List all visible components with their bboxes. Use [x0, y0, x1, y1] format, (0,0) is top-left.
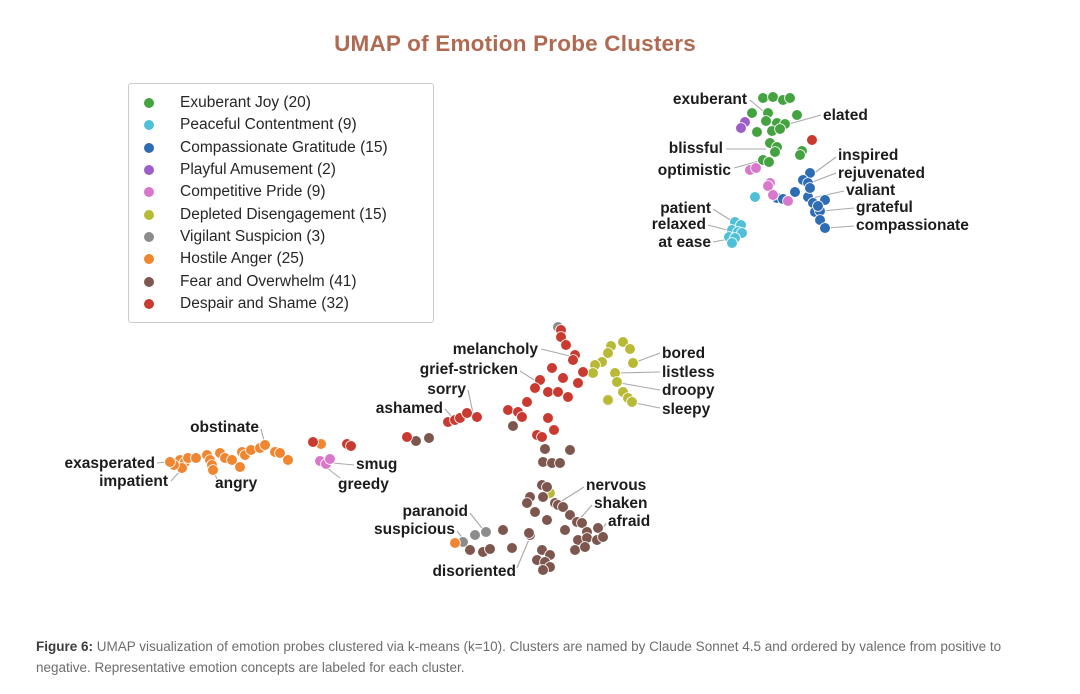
label-leader-line [619, 372, 660, 373]
legend-item [129, 293, 433, 315]
legend-item [129, 181, 433, 203]
dot-despair-and-shame [553, 387, 564, 398]
point-label-at-ease: at ease [658, 234, 711, 251]
legend-item-label: Peaceful Contentment (9) [180, 116, 357, 134]
dot-compassionate-gratitude [790, 187, 801, 198]
dot-exuberant-joy [775, 124, 786, 135]
dot-despair-and-shame [472, 412, 483, 423]
point-label-valiant: valiant [846, 182, 896, 199]
dot-fear-and-overwhelm [570, 545, 581, 556]
legend-swatch [144, 98, 154, 108]
dot-fear-and-overwhelm [542, 482, 553, 493]
dot-despair-and-shame [543, 413, 554, 424]
dot-fear-and-overwhelm [507, 543, 518, 554]
dot-despair-and-shame [561, 340, 572, 351]
legend-swatch [144, 143, 154, 153]
dot-vigilant-suspicion [481, 527, 492, 538]
label-leader-line [827, 226, 854, 228]
dot-fear-and-overwhelm [465, 545, 476, 556]
label-leader-line [636, 353, 660, 362]
point-label-impatient: impatient [99, 473, 168, 490]
label-leader-line [813, 157, 836, 174]
dot-compassionate-gratitude [805, 183, 816, 194]
legend-item-label: Despair and Shame (32) [180, 294, 349, 312]
dot-despair-and-shame [568, 355, 579, 366]
dot-hostile-anger [191, 453, 202, 464]
legend-swatch [144, 277, 154, 287]
dot-despair-and-shame [462, 408, 473, 419]
dot-hostile-anger [450, 538, 461, 549]
legend-swatch [144, 120, 154, 130]
legend-swatch [144, 210, 154, 220]
point-label-inspired: inspired [838, 147, 899, 164]
dot-hostile-anger [165, 457, 176, 468]
point-label-ashamed: ashamed [375, 400, 443, 417]
point-label-exasperated: exasperated [64, 455, 155, 472]
legend-swatch [144, 232, 154, 242]
dot-fear-and-overwhelm [485, 544, 496, 555]
dot-despair-and-shame [517, 412, 528, 423]
dot-exuberant-joy [792, 110, 803, 121]
dot-exuberant-joy [785, 93, 796, 104]
dot-fear-and-overwhelm [598, 532, 609, 543]
dot-exuberant-joy [758, 93, 769, 104]
point-label-disoriented: disoriented [432, 563, 516, 580]
legend-item-label: Exuberant Joy (20) [180, 94, 311, 112]
legend-item-label: Hostile Anger (25) [180, 250, 305, 268]
legend-item [129, 92, 433, 114]
legend-item-label: Fear and Overwhelm (41) [180, 272, 357, 290]
dot-compassionate-gratitude [820, 223, 831, 234]
point-label-patient: patient [660, 200, 711, 217]
legend-item [129, 248, 433, 270]
dot-exuberant-joy [752, 127, 763, 138]
dot-fear-and-overwhelm [498, 525, 509, 536]
point-label-melancholy: melancholy [452, 341, 538, 358]
legend-item-label: Depleted Disengagement (15) [180, 205, 387, 223]
legend-item-label: Competitive Pride (9) [180, 183, 326, 201]
dot-despair-and-shame [563, 392, 574, 403]
dot-exuberant-joy [761, 116, 772, 127]
dot-despair-and-shame [522, 397, 533, 408]
dot-despair-and-shame [549, 425, 560, 436]
dot-despair-and-shame [530, 383, 541, 394]
dot-fear-and-overwhelm [565, 445, 576, 456]
dot-fear-and-overwhelm [542, 515, 553, 526]
point-label-obstinate: obstinate [190, 419, 259, 436]
legend-item-label: Compassionate Gratitude (15) [180, 138, 388, 156]
dot-competitive-pride [751, 163, 762, 174]
chart-title: UMAP of Emotion Probe Clusters [334, 31, 696, 56]
dot-hostile-anger [283, 455, 294, 466]
legend-item [129, 203, 433, 225]
dot-despair-and-shame [346, 441, 357, 452]
dot-despair-and-shame [308, 437, 319, 448]
dot-fear-and-overwhelm [524, 528, 535, 539]
dot-hostile-anger [235, 462, 246, 473]
legend-item [129, 226, 433, 248]
dot-competitive-pride [783, 196, 794, 207]
legend-swatch [144, 187, 154, 197]
point-label-sleepy: sleepy [662, 401, 711, 418]
figure-caption [36, 636, 1048, 678]
dot-despair-and-shame [402, 432, 413, 443]
point-label-grief-stricken: grief-stricken [419, 361, 518, 378]
point-label-paranoid: paranoid [402, 503, 468, 520]
dot-depleted-disengagement [628, 358, 639, 369]
point-label-compassionate: compassionate [856, 217, 969, 234]
dot-depleted-disengagement [603, 395, 614, 406]
dot-fear-and-overwhelm [538, 492, 549, 503]
dot-despair-and-shame [558, 373, 569, 384]
dot-fear-and-overwhelm [530, 507, 541, 518]
dot-despair-and-shame [503, 405, 514, 416]
point-label-nervous: nervous [586, 477, 647, 494]
point-label-exuberant: exuberant [672, 91, 747, 108]
legend-swatch [144, 165, 154, 175]
legend-swatch [144, 299, 154, 309]
point-label-smug: smug [356, 456, 398, 473]
point-label-suspicious: suspicious [374, 521, 455, 538]
dot-compassionate-gratitude [813, 201, 824, 212]
label-leader-line [635, 403, 660, 408]
dot-depleted-disengagement [627, 397, 638, 408]
legend-item-label: Playful Amusement (2) [180, 161, 336, 179]
dot-vigilant-suspicion [470, 530, 481, 541]
legend-swatch [144, 254, 154, 264]
dot-despair-and-shame [547, 363, 558, 374]
dot-peaceful-contentment [750, 192, 761, 203]
dot-fear-and-overwhelm [508, 421, 519, 432]
dot-fear-and-overwhelm [555, 458, 566, 469]
dot-depleted-disengagement [588, 368, 599, 379]
figure-caption-prefix: Figure 6: [36, 638, 94, 654]
point-label-sorry: sorry [427, 381, 466, 398]
dot-fear-and-overwhelm [522, 498, 533, 509]
dot-fear-and-overwhelm [580, 542, 591, 553]
dot-fear-and-overwhelm [560, 525, 571, 536]
point-label-listless: listless [662, 364, 715, 381]
point-label-droopy: droopy [662, 382, 715, 399]
dot-peaceful-contentment [727, 238, 738, 249]
point-label-grateful: grateful [856, 199, 913, 216]
dot-exuberant-joy [768, 92, 779, 103]
dot-hostile-anger [208, 465, 219, 476]
dot-fear-and-overwhelm [540, 444, 551, 455]
dot-despair-and-shame [578, 367, 589, 378]
point-label-optimistic: optimistic [657, 162, 731, 179]
figure-caption-text: UMAP visualization of emotion probes clustered via k-means (k=10). Clusters are named by Claude Sonnet 4.5 and ordered by valence from positive to negative. Representative emotion concepts are labeled for each cluster. [36, 638, 1002, 675]
legend-item [129, 114, 433, 136]
dot-depleted-disengagement [612, 377, 623, 388]
dot-despair-and-shame [537, 432, 548, 443]
dot-competitive-pride [325, 454, 336, 465]
dot-playful-amusement [736, 123, 747, 134]
legend-item [129, 159, 433, 181]
dot-hostile-anger [260, 440, 271, 451]
legend [128, 83, 434, 323]
dot-despair-and-shame [573, 378, 584, 389]
dot-competitive-pride [768, 190, 779, 201]
point-label-shaken: shaken [594, 495, 648, 512]
point-label-blissful: blissful [668, 140, 723, 157]
dot-exuberant-joy [770, 147, 781, 158]
point-label-afraid: afraid [608, 513, 651, 530]
legend-item-label: Vigilant Suspicion (3) [180, 227, 326, 245]
point-label-rejuvenated: rejuvenated [838, 165, 926, 182]
dot-exuberant-joy [764, 157, 775, 168]
dot-fear-and-overwhelm [424, 433, 435, 444]
dot-exuberant-joy [795, 150, 806, 161]
label-leader-line [822, 208, 854, 211]
label-leader-line [517, 537, 530, 568]
dot-exuberant-joy [747, 108, 758, 119]
dot-despair-and-shame [543, 387, 554, 398]
legend-item [129, 137, 433, 159]
point-label-angry: angry [215, 475, 258, 492]
label-leader-line [333, 463, 354, 465]
point-label-bored: bored [662, 345, 706, 362]
dot-depleted-disengagement [625, 344, 636, 355]
legend-item [129, 270, 433, 292]
point-label-greedy: greedy [338, 476, 389, 493]
dot-despair-and-shame [807, 135, 818, 146]
point-label-elated: elated [823, 107, 868, 124]
dot-fear-and-overwhelm [538, 565, 549, 576]
point-label-relaxed: relaxed [651, 216, 706, 233]
